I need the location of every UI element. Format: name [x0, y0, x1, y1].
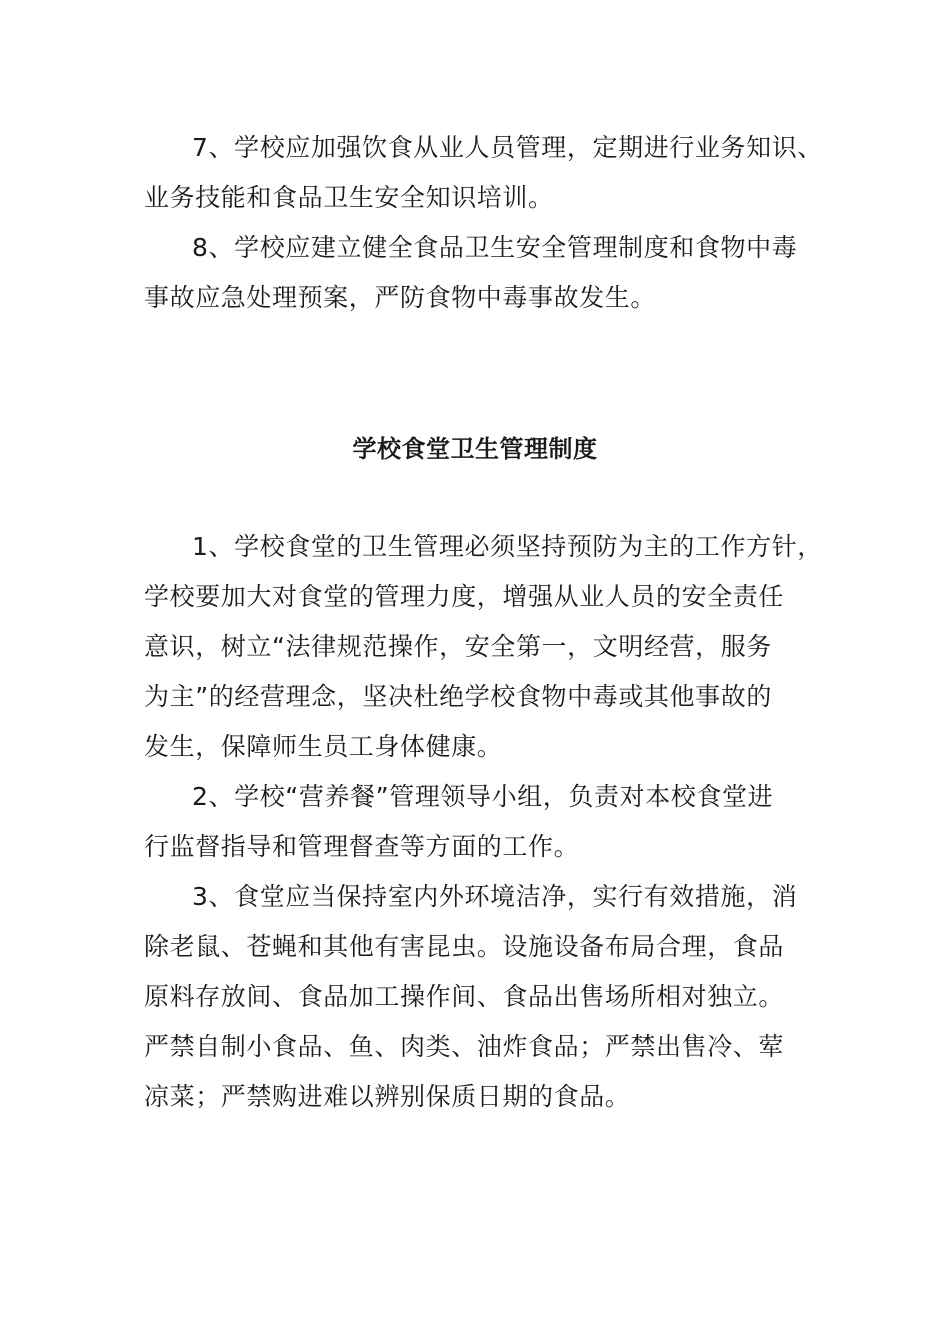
paragraph-1-line-3: 意识，树立“法律规范操作，安全第一，文明经营，服务	[144, 632, 772, 661]
paragraph-1-line-5: 发生，保障师生员工身体健康。	[144, 732, 503, 761]
paragraph-3-line-2: 除老鼠、苍蝇和其他有害昆虫。设施设备布局合理，食品	[144, 932, 785, 961]
top-section	[144, 123, 824, 323]
paragraph-8-line-1: 8、学校应建立健全食品卫生安全管理制度和食物中毒	[192, 233, 798, 262]
main-section	[144, 522, 824, 1122]
paragraph-3-line-5: 凉菜；严禁购进难以辨别保质日期的食品。	[144, 1082, 631, 1111]
paragraph-2-line-2: 行监督指导和管理督查等方面的工作。	[144, 832, 580, 861]
section-title: 学校食堂卫生管理制度	[352, 435, 598, 463]
paragraph-1-line-1: 1、学校食堂的卫生管理必须坚持预防为主的工作方针，	[192, 532, 823, 561]
paragraph-3-line-3: 原料存放间、食品加工操作间、食品出售场所相对独立。	[144, 982, 785, 1011]
paragraph-2-line-1: 2、学校“营养餐”管理领导小组，负责对本校食堂进	[192, 782, 774, 811]
paragraph-3-line-4: 严禁自制小食品、鱼、肉类、油炸食品；严禁出售冷、荤	[144, 1032, 785, 1061]
paragraph-7-line-2: 业务技能和食品卫生安全知识培训。	[144, 183, 554, 212]
paragraph-1-line-4: 为主”的经营理念，坚决杜绝学校食物中毒或其他事故的	[144, 682, 772, 711]
paragraph-7-line-1: 7、学校应加强饮食从业人员管理，定期进行业务知识、	[192, 133, 823, 162]
paragraph-8-line-2: 事故应急处理预案，严防食物中毒事故发生。	[144, 283, 657, 312]
paragraph-3-line-1: 3、食堂应当保持室内外环境洁净，实行有效措施，消	[192, 882, 798, 911]
paragraph-1-line-2: 学校要加大对食堂的管理力度，增强从业人员的安全责任	[144, 582, 785, 611]
